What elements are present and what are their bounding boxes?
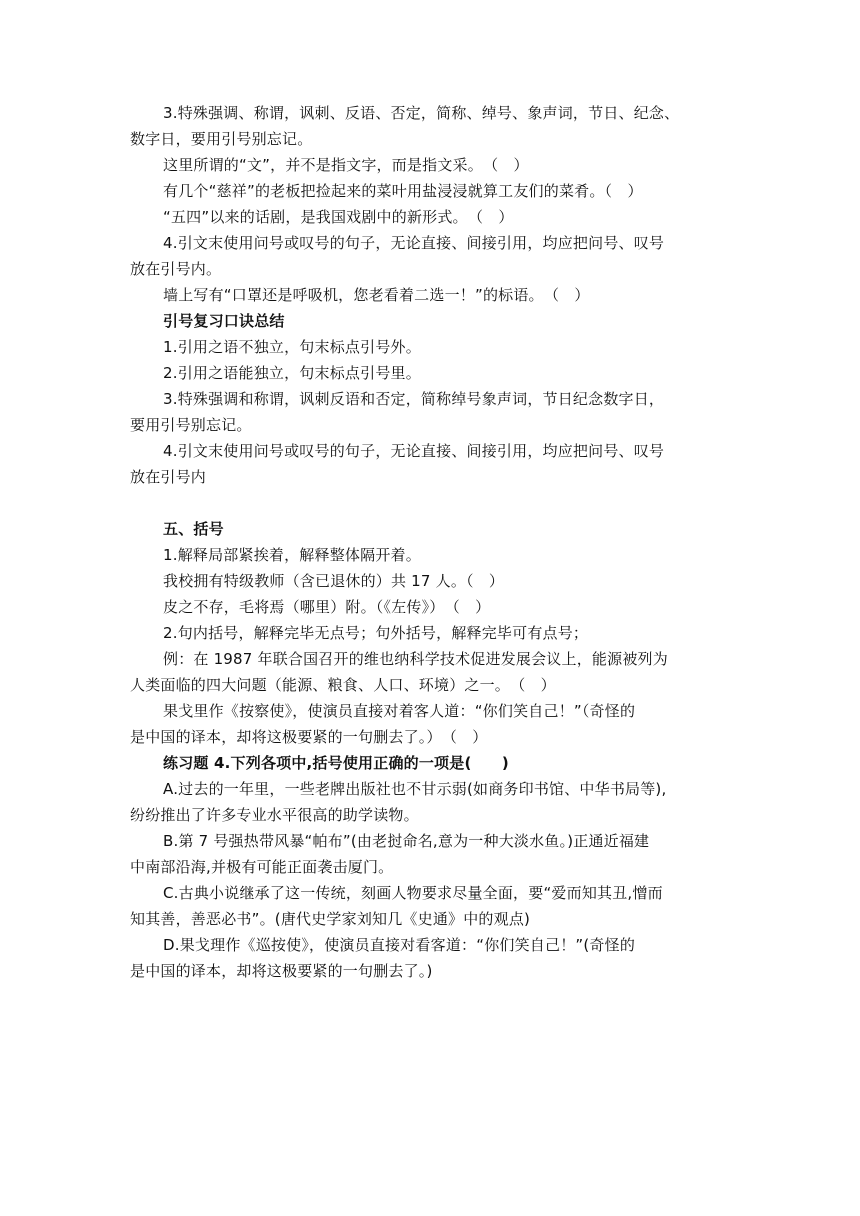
text-line: 是中国的译本，却将这极要紧的一句删去了。） （ ） — [130, 728, 488, 746]
text-line: C.古典小说继承了这一传统，刻画人物要求尽量全面，要“爱而知其丑,憎而 — [163, 884, 663, 902]
text-line: D.果戈理作《巡按使》，使演员直接对看客道：“你们笑自己！”(奇怪的 — [163, 936, 636, 954]
text-line: 2.句内括号，解释完毕无点号；句外括号，解释完毕可有点号； — [163, 624, 589, 642]
text-line: B.第 7 号强热带风暴“帕布”(由老挝命名,意为一种大淡水鱼。)正通近福建 — [163, 832, 650, 850]
text-line: 3.特殊强调和称谓，讽刺反语和否定，简称绰号象声词，节日纪念数字日， — [163, 390, 665, 408]
section-heading: 引号复习口诀总结 — [163, 312, 285, 330]
document-page — [130, 100, 730, 984]
text-line: 数字日，要用引号别忘记。 — [130, 130, 313, 148]
section-heading: 练习题 4.下列各项中,括号使用正确的一项是( ) — [163, 754, 509, 772]
text-line: 皮之不存，毛将焉（哪里）附。（《左传》） （ ） — [163, 598, 491, 616]
text-line: 例：在 1987 年联合国召开的维也纳科学技术促进发展会议上，能源被列为 — [163, 650, 668, 668]
text-line: 1.引用之语不独立，句末标点引号外。 — [163, 338, 421, 356]
text-line: 知其善，善恶必书”。(唐代史学家刘知几《史通》中的观点) — [130, 910, 531, 928]
text-line: 纷纷推出了许多专业水平很高的助学读物。 — [130, 806, 419, 824]
text-line: 4.引文末使用问号或叹号的句子，无论直接、间接引用，均应把问号、叹号 — [163, 234, 665, 252]
text-line: 果戈里作《按察使》，使演员直接对着客人道：“你们笑自己！”（奇怪的 — [163, 702, 636, 720]
text-line: 2.引用之语能独立，句末标点引号里。 — [163, 364, 421, 382]
text-line: 中南部沿海,并极有可能正面袭击厦门。 — [130, 858, 394, 876]
text-line: 1.解释局部紧挨着，解释整体隔开着。 — [163, 546, 421, 564]
text-line: 墙上写有“口罩还是呼吸机，您老看着二选一！”的标语。 （ ） — [163, 286, 590, 304]
text-line: 4.引文末使用问号或叹号的句子，无论直接、间接引用，均应把问号、叹号 — [163, 442, 665, 460]
text-line: 放在引号内 — [130, 468, 207, 486]
text-line: 这里所谓的“文”，并不是指文字，而是指文采。 （ ） — [163, 156, 529, 174]
text-line: 有几个“慈祥”的老板把捡起来的菜叶用盐浸浸就算工友们的菜肴。（ ） — [163, 182, 643, 200]
text-line: “五四”以来的话剧，是我国戏剧中的新形式。 （ ） — [163, 208, 514, 226]
text-line: 要用引号别忘记。 — [130, 416, 252, 434]
text-line: 3.特殊强调、称谓，讽刺、反语、否定，简称、绰号、象声词，节日、纪念、 — [163, 104, 680, 122]
text-line: 人类面临的四大问题（能源、粮食、人口、环境）之一。 （ ） — [130, 676, 556, 694]
section-heading: 五、括号 — [163, 520, 224, 538]
text-line: 是中国的译本，却将这极要紧的一句删去了。) — [130, 962, 433, 980]
text-line: A.过去的一年里，一些老牌出版社也不甘示弱(如商务印书馆、中华书局等), — [163, 780, 667, 798]
text-line: 放在引号内。 — [130, 260, 222, 278]
blank-line — [130, 490, 730, 516]
text-line: 我校拥有特级教师（含已退休的）共 17 人。（ ） — [163, 572, 505, 590]
